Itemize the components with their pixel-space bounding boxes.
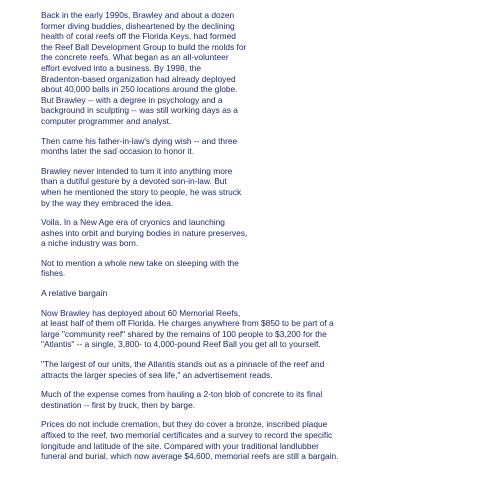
paragraph-niche-industry: [41, 217, 475, 249]
text-line: about 40,000 balls in 250 locations around the globe.: [41, 84, 238, 95]
text-line: destination -- first by truck, then by barge.: [41, 399, 196, 410]
text-line: Not to mention a whole new take on sleeping with the: [41, 257, 239, 268]
text-line: computer programmer and analyst.: [41, 115, 172, 126]
paragraph-hauling-expense: [41, 389, 475, 410]
text-line: ashes into orbit and burying bodies in nature preserves,: [41, 227, 248, 238]
text-line: a niche industry was born.: [41, 238, 139, 249]
text-line: the concrete reefs. What began as an all-volunteer: [41, 52, 229, 63]
text-line: large "community reef" shared by the remains of 100 people to $3,200 for the: [41, 328, 327, 339]
text-line: Much of the expense comes from hauling a 2-ton blob of concrete to its final: [41, 389, 323, 400]
text-line: months later the sad occasion to honor it.: [41, 146, 195, 157]
text-line: former diving buddies, disheartened by the declining: [41, 20, 235, 31]
paragraph-dying-wish: [41, 136, 475, 157]
text-line: effort evolved into a business. By 1998, the: [41, 62, 202, 73]
text-line: Back in the early 1990s, Brawley and about a dozen: [41, 10, 235, 20]
text-line: fishes.: [41, 268, 66, 279]
text-line: Then came his father-in-law's dying wish -- and three: [41, 135, 238, 146]
text-line: Now Brawley has deployed about 60 Memorial Reefs,: [41, 307, 241, 318]
text-line: attracts the larger species of sea life," an advertisement reads.: [41, 369, 273, 380]
paragraph-dutiful-gesture: [41, 166, 475, 208]
text-line: Prices do not include cremation, but they do cover a bronze, inscribed plaque: [41, 419, 328, 430]
text-line: longitude and latitude of the site. Compared with your traditional landlubber: [41, 440, 319, 451]
section-heading: [41, 288, 475, 299]
article-body: [41, 10, 475, 471]
section-heading-text: A relative bargain: [41, 288, 108, 299]
text-line: than a dutiful gesture by a devoted son-in-law. But: [41, 176, 227, 187]
text-line: by the way they embraced the idea.: [41, 197, 174, 208]
paragraph-sleeping-with-fishes: [41, 258, 475, 279]
paragraph-price-inclusions: [41, 419, 475, 461]
text-line: Voila. In a New Age era of cryonics and launching: [41, 217, 225, 228]
text-line: Bradenton-based organization had already deployed: [41, 73, 236, 84]
text-line: affixed to the reef, two memorial certificates and a survey to record the specific: [41, 430, 333, 440]
text-line: at least half of them off Florida. He charges anywhere from $850 to be part of a: [41, 318, 334, 329]
text-line: "The largest of our units, the Atlantis stands out as a pinnacle of the reef and: [41, 359, 325, 370]
paragraph-reef-ball-history: [41, 10, 475, 127]
text-line: Brawley never intended to turn it into anything more: [41, 165, 233, 176]
text-line: "Atlantis" -- a single, 3,800- to 4,000-pound Reef Ball you get all to yourself.: [41, 339, 321, 350]
text-line: the Reef Ball Development Group to build the molds for: [41, 41, 247, 52]
paragraph-advertisement-quote: [41, 359, 475, 380]
text-line: health of coral reefs off the Florida Keys, had formed: [41, 31, 236, 42]
text-line: background in sculpting -- was still working days as a: [41, 105, 238, 116]
text-line: But Brawley -- with a degree in psychology and a: [41, 94, 223, 105]
text-line: when he mentioned the story to people, he was struck: [41, 186, 242, 197]
text-line: funeral and burial, which now average $4,600, memorial reefs are still a bargain.: [41, 451, 339, 462]
paragraph-memorial-reef-prices: [41, 308, 475, 350]
